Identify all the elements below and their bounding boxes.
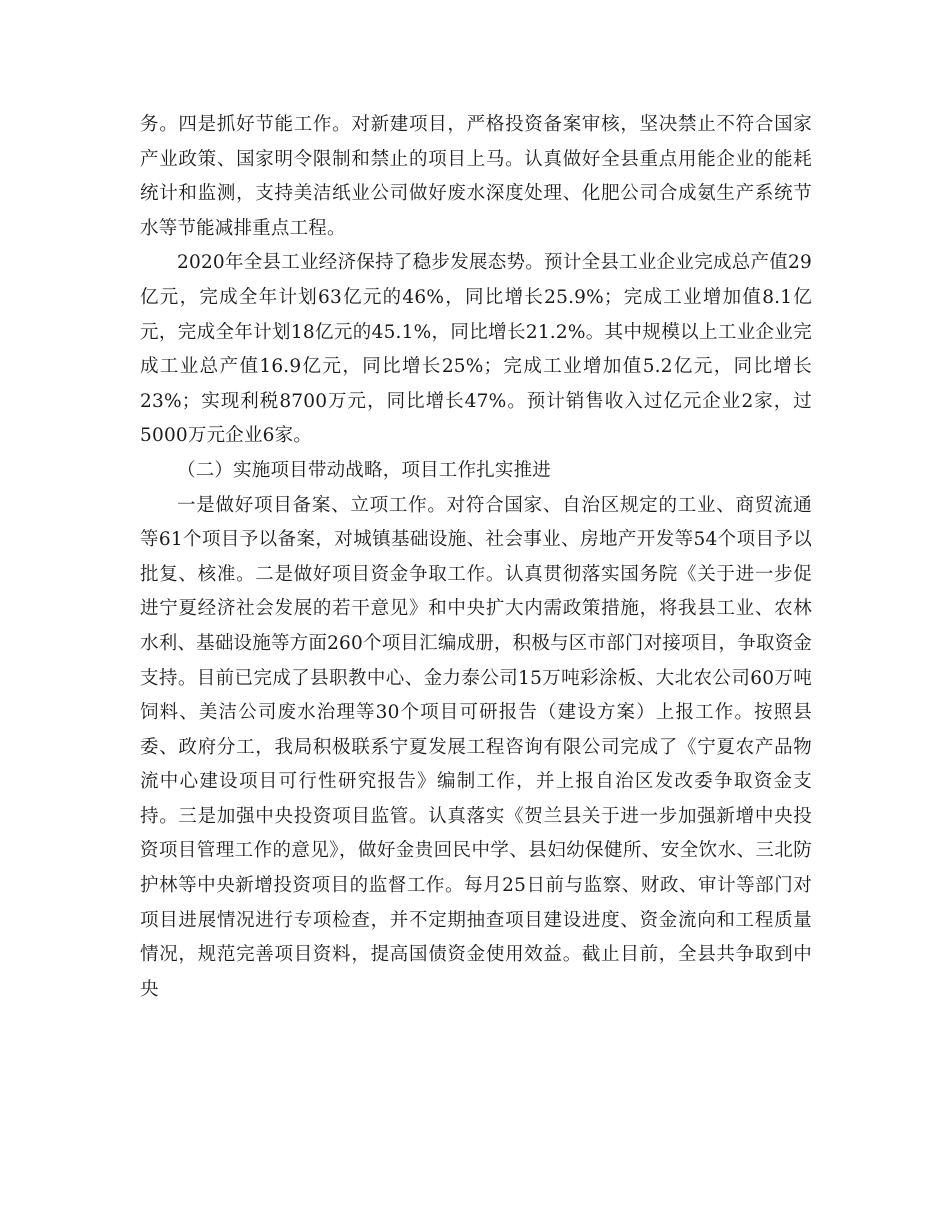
paragraph-energy-saving: 务。四是抓好节能工作。对新建项目，严格投资备案审核，坚决禁止不符合国家产业政策、国家明令限制和禁止的项目上马。认真做好全县重点用能企业的能耗统计和监测，支持美洁纸业公司做好废水深度处理、化肥公司合成氨生产系统节水等节能减排重点工程。 <box>140 114 812 239</box>
section-heading: （二）实施项目带动战略，项目工作扎实推进 <box>177 459 552 481</box>
paragraph-industrial-economy: 2020年全县工业经济保持了稳步发展态势。预计全县工业企业完成总产值29亿元，完成全年计划63亿元的46%，同比增长25.9%；完成工业增加值8.1亿元，完成全年计划18亿元的45.1%，同比增长21.2%。其中规模以上工业企业完成工业总产值16.9亿元，同比增长25%；完成工业增加值5.2亿元，同比增长23%；实现利税8700万元，同比增长47%。预计销售收入过亿元企业2家，过5000万元企业6家。 <box>140 252 812 447</box>
paragraph-project-work: 一是做好项目备案、立项工作。对符合国家、自治区规定的工业、商贸流通等61个项目予以备案，对城镇基础设施、社会事业、房地产开发等54个项目予以批复、核准。二是做好项目资金争取工作。认真贯彻落实国务院《关于进一步促进宁夏经济社会发展的若干意见》和中央扩大内需政策措施，将我县工业、农林水利、基础设施等方面260个项目汇编成册，积极与区市部门对接项目，争取资金支持。目前已完成了县职教中心、金力泰公司15万吨彩涂板、大北农公司60万吨饲料、美洁公司废水治理等30个项目可研报告（建设方案）上报工作。按照县委、政府分工，我局积极联系宁夏发展工程咨询有限公司完成了《宁夏农产品物流中心建设项目可行性研究报告》编制工作，并上报自治区发改委争取资金支持。三是加强中央投资项目监管。认真落实《贺兰县关于进一步加强新增中央投资项目管理工作的意见》，做好金贵回民中学、县妇幼保健所、安全饮水、三北防护林等中央新增投资项目的监督工作。每月25日前与监察、财政、审计等部门对项目进展情况进行专项检查，并不定期抽查项目建设进度、资金流向和工程质量情况，规范完善项目资料，提高国债资金使用效益。截止目前，全县共争取到中央 <box>140 494 812 1000</box>
document-page <box>140 108 812 1007</box>
